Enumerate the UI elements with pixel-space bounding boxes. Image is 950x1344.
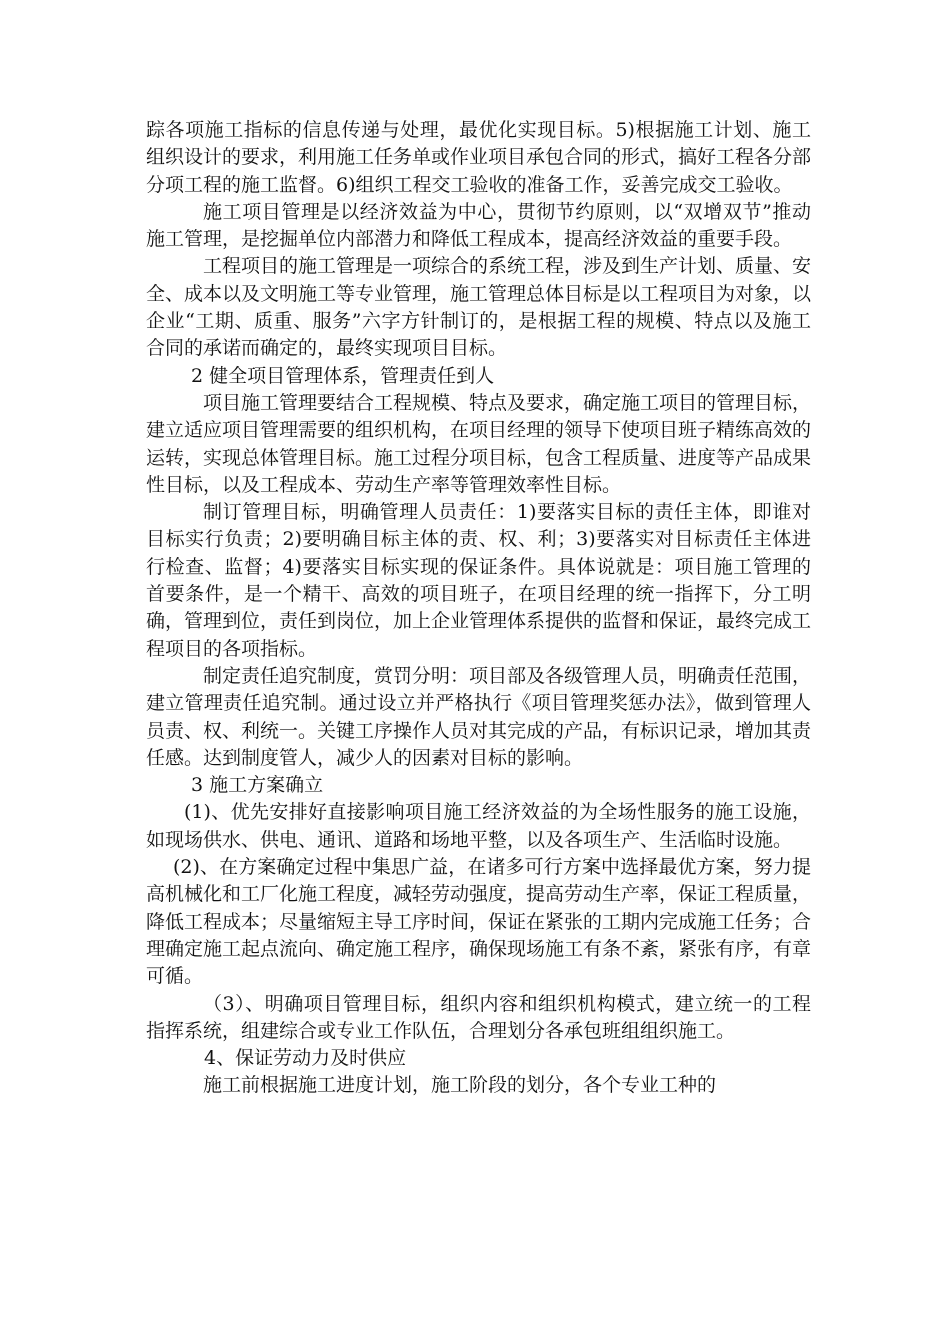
section-heading-3: 3 施工方案确立 — [191, 774, 324, 797]
paragraph-continuation: 踪各项施工指标的信息传递与处理，最优化实现目标。5)根据施工计划、施工组织设计的要求，利用施工任务单或作业项目承包合同的形式，搞好工程各分部分项工程的施工监督。6)组织工程交工验收的准备工作，妥善完成交工验收。 — [146, 119, 812, 196]
paragraph-economic-benefit: 施工项目管理是以经济效益为中心，贯彻节约原则，以“双增双节”推动施工管理，是挖掘单位内部潜力和降低工程成本，提高经济效益的重要手段。 — [146, 200, 811, 251]
paragraph-item-1: (1)、优先安排好直接影响项目施工经济效益的为全场性服务的施工设施，如现场供水、供电、通讯、道路和场地平整，以及各项生产、生活临时设施。 — [146, 801, 811, 851]
section-heading-2: 2 健全项目管理体系，管理责任到人 — [191, 364, 495, 387]
paragraph-labor-supply: 施工前根据施工进度计划，施工阶段的划分，各个专业工种的 — [203, 1074, 717, 1097]
paragraph-item-2: (2)、在方案确定过程中集思广益，在诸多可行方案中选择最优方案，努力提高机械化和工厂化施工程度，减轻劳动强度，提高劳动生产率，保证工程质量，降低工程成本；尽量缩短主导工序时间，保证在紧张的工期内完成施工任务；合理确定施工起点流向、确定施工程序，确保现场施工有条不紊，紧张有序，有章可循。 — [146, 856, 812, 988]
section-heading-4: 4、保证劳动力及时供应 — [204, 1047, 407, 1070]
paragraph-accountability: 制定责任追究制度，赏罚分明：项目部及各级管理人员，明确责任范围，建立管理责任追究制。通过设立并严格执行《项目管理奖惩办法》，做到管理人员责、权、利统一。关键工序操作人员对其完成的产品，有标识记录，增加其责任感。达到制度管人，减少人的因素对目标的影响。 — [146, 664, 812, 769]
document-body — [146, 117, 811, 1100]
paragraph-responsibility: 制订管理目标，明确管理人员责任：1)要落实目标的责任主体，即谁对目标实行负责；2)要明确目标主体的责、权、利；3)要落实对目标责任主体进行检查、监督；4)要落实目标实现的保证条件。具体说就是：项目施工管理的首要条件，是一个精干、高效的项目班子，在项目经理的统一指挥下，分工明确，管理到位，责任到岗位，加上企业管理体系提供的监督和保证，最终完成工程项目的各项指标。 — [146, 501, 812, 660]
paragraph-item-3: （3）、明确项目管理目标，组织内容和组织机构模式，建立统一的工程指挥系统，组建综合或专业工作队伍，合理划分各承包班组组织施工。 — [146, 992, 811, 1042]
paragraph-system-engineering: 工程项目的施工管理是一项综合的系统工程，涉及到生产计划、质量、安全、成本以及文明施工等专业管理，施工管理总体目标是以工程项目为对象，以企业“工期、质重、服务”六字方针制订的，是根据工程的规模、特点以及施工合同的承诺而确定的，最终实现项目目标。 — [146, 255, 812, 360]
paragraph-management-goals: 项目施工管理要结合工程规模、特点及要求，确定施工项目的管理目标，建立适应项目管理需要的组织机构，在项目经理的领导下使项目班子精练高效的运转，实现总体管理目标。施工过程分项目标，包含工程质量、进度等产品成果性目标，以及工程成本、劳动生产率等管理效率性目标。 — [146, 391, 812, 496]
